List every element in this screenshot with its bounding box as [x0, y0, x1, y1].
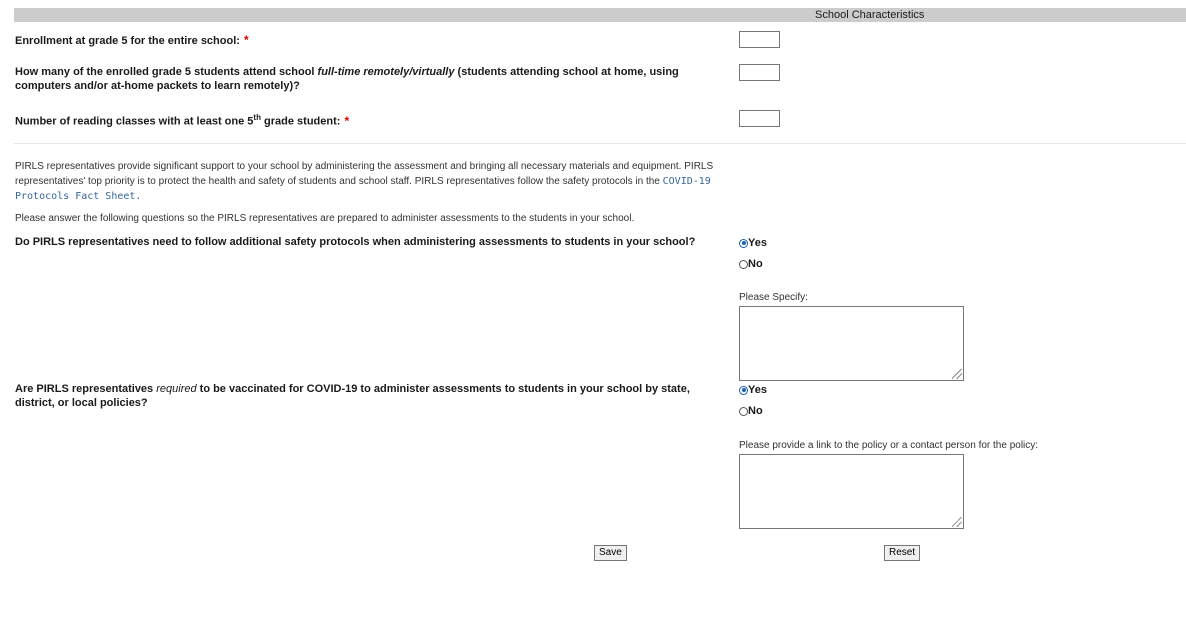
enrollment-input[interactable] [739, 31, 780, 48]
policy-label: Please provide a link to the policy or a contact person for the policy: [739, 440, 1039, 451]
radio-unselected-icon [739, 407, 748, 416]
reset-button[interactable]: Reset [884, 545, 920, 561]
enrollment-label: Enrollment at grade 5 for the entire school: [15, 35, 240, 47]
vaccine-label-suffix: to be vaccinated for COVID-19 to administer assessments to students in your school by state, district, or local policies? [15, 383, 690, 409]
vaccine-yes-label: Yes [748, 384, 767, 396]
instructions-paragraph: Please answer the following questions so the PIRLS representatives are prepared to administer assessments to the students in your school. [15, 213, 635, 224]
safety-no-label: No [748, 258, 763, 270]
vaccination-question [15, 382, 715, 410]
required-marker: * [344, 113, 350, 128]
reading-label-sup: th [253, 113, 261, 122]
reading-label-prefix: Number of reading classes with at least one 5 [15, 115, 254, 128]
section-title: School Characteristics [815, 9, 925, 21]
safety-yes-radio[interactable] [739, 236, 767, 250]
resize-grip-icon[interactable] [952, 369, 962, 379]
required-marker: * [243, 33, 249, 47]
radio-unselected-icon [739, 260, 748, 269]
radio-selected-icon [739, 239, 748, 248]
info-paragraph [15, 159, 735, 204]
divider [14, 143, 1186, 144]
safety-yes-label: Yes [748, 237, 767, 249]
specify-textarea[interactable] [739, 306, 964, 381]
reading-label-suffix: grade student: [260, 115, 341, 128]
remote-students-question [15, 65, 715, 93]
vaccine-yes-radio[interactable] [739, 383, 767, 397]
remote-label-prefix: How many of the enrolled grade 5 students attend school [15, 66, 318, 78]
section-header-bar [14, 8, 1186, 22]
radio-selected-icon [739, 386, 748, 395]
remote-label-emphasis: full-time remotely/virtually [317, 66, 455, 78]
reading-classes-input[interactable] [739, 110, 780, 127]
enrollment-question [15, 33, 249, 48]
remote-students-input[interactable] [739, 64, 780, 81]
vaccine-no-radio[interactable] [739, 404, 763, 418]
save-button[interactable]: Save [594, 545, 627, 561]
vaccine-label-prefix: Are PIRLS representatives [15, 383, 157, 395]
info-text: PIRLS representatives provide significant support to your school by administering the assessment and bringing all necessary materials and equipment. PIRLS representatives' top priority is to protect the health and safety of students and school staff. PIRLS representatives follow the safety protocols in the [15, 161, 714, 187]
vaccine-label-emphasis: required [156, 383, 197, 395]
safety-no-radio[interactable] [739, 257, 763, 271]
remote-label-suffix: (students attending school at home, using computers and/or at-home packets to learn remotely)? [15, 66, 679, 92]
specify-label: Please Specify: [739, 292, 808, 303]
safety-protocols-question: Do PIRLS representatives need to follow additional safety protocols when administering assessments to students in your school? [15, 236, 696, 248]
covid-protocols-link[interactable]: COVID-19 Protocols Fact Sheet. [15, 176, 711, 202]
vaccine-no-label: No [748, 405, 763, 417]
reading-classes-question [15, 111, 349, 129]
policy-textarea[interactable] [739, 454, 964, 529]
resize-grip-icon[interactable] [952, 517, 962, 527]
